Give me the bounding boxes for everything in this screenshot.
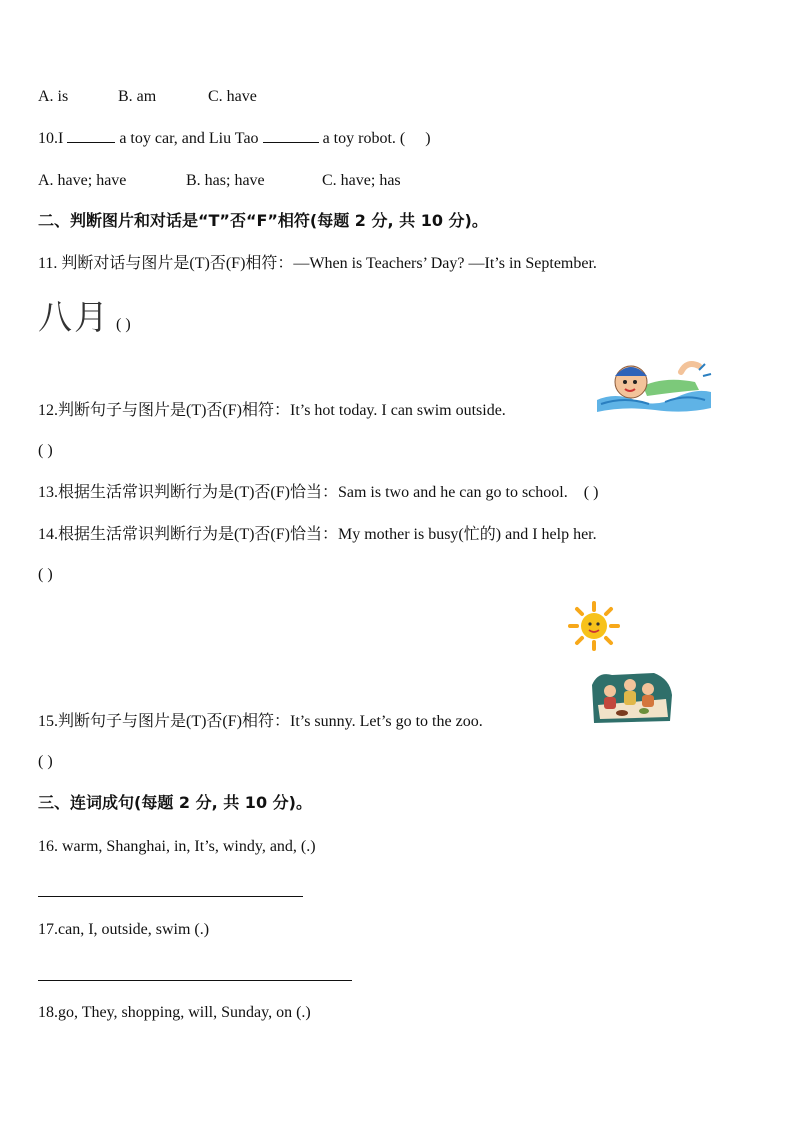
q17-answer-line[interactable]: [38, 980, 352, 981]
picnic-image: [588, 665, 674, 725]
q15-answer-paren[interactable]: ( ): [38, 753, 53, 770]
q16-answer-line[interactable]: [38, 896, 303, 897]
question-14: 14.根据生活常识判断行为是(T)否(F)恰当：My mother is busy(忙的) and I help her.: [38, 526, 597, 543]
q9-options: [38, 86, 257, 108]
section-3-title: 三、连词成句(每题 2 分, 共 10 分)。: [38, 793, 312, 812]
question-15: 15.判断句子与图片是(T)否(F)相符：It’s sunny. Let’s go to the zoo.: [38, 713, 483, 730]
option-b[interactable]: B. am: [118, 88, 157, 105]
question-10: [38, 128, 431, 150]
sun-icon: [566, 601, 622, 651]
swimmer-icon: [595, 352, 713, 416]
picnic-icon: [588, 665, 674, 725]
q14-answer-paren[interactable]: ( ): [38, 566, 53, 583]
q10-number: 10.: [38, 130, 58, 147]
q10-text-1: I: [58, 130, 64, 147]
q10-text-3: a toy robot. (: [322, 130, 406, 147]
q11-answer-paren[interactable]: ( ): [116, 316, 131, 333]
q13-text: 13.根据生活常识判断行为是(T)否(F)恰当：Sam is two and he can go to school.: [38, 484, 568, 501]
question-18: 18.go, They, shopping, will, Sunday, on (.): [38, 1004, 311, 1021]
q12-answer-paren[interactable]: ( ): [38, 442, 53, 459]
q11-august-image: 八月: [38, 298, 110, 338]
q10-blank-2[interactable]: [263, 128, 319, 143]
option-c[interactable]: C. have: [208, 88, 257, 105]
sun-image: [566, 601, 622, 651]
q13-answer-paren[interactable]: ( ): [583, 484, 599, 501]
option-b[interactable]: B. has; have: [186, 172, 265, 189]
question-13: [38, 482, 598, 504]
option-c[interactable]: C. have; has: [322, 172, 401, 189]
section-2-title: 二、判断图片和对话是“T”否“F”相符(每题 2 分, 共 10 分)。: [38, 211, 488, 230]
q10-text-2: a toy car, and Liu Tao: [119, 130, 259, 147]
option-a[interactable]: A. is: [38, 88, 69, 105]
question-17: 17.can, I, outside, swim (.): [38, 921, 210, 938]
option-a[interactable]: A. have; have: [38, 172, 127, 189]
q10-close-paren: ): [425, 130, 431, 147]
q10-blank-1[interactable]: [67, 128, 115, 143]
q10-options: [38, 170, 401, 192]
question-16: 16. warm, Shanghai, in, It’s, windy, and, (.): [38, 838, 316, 855]
question-12: 12.判断句子与图片是(T)否(F)相符：It’s hot today. I can swim outside.: [38, 402, 506, 419]
question-11: 11. 判断对话与图片是(T)否(F)相符：—When is Teachers’ Day? —It’s in September.: [38, 255, 597, 272]
swimming-boy-image: [595, 352, 713, 416]
